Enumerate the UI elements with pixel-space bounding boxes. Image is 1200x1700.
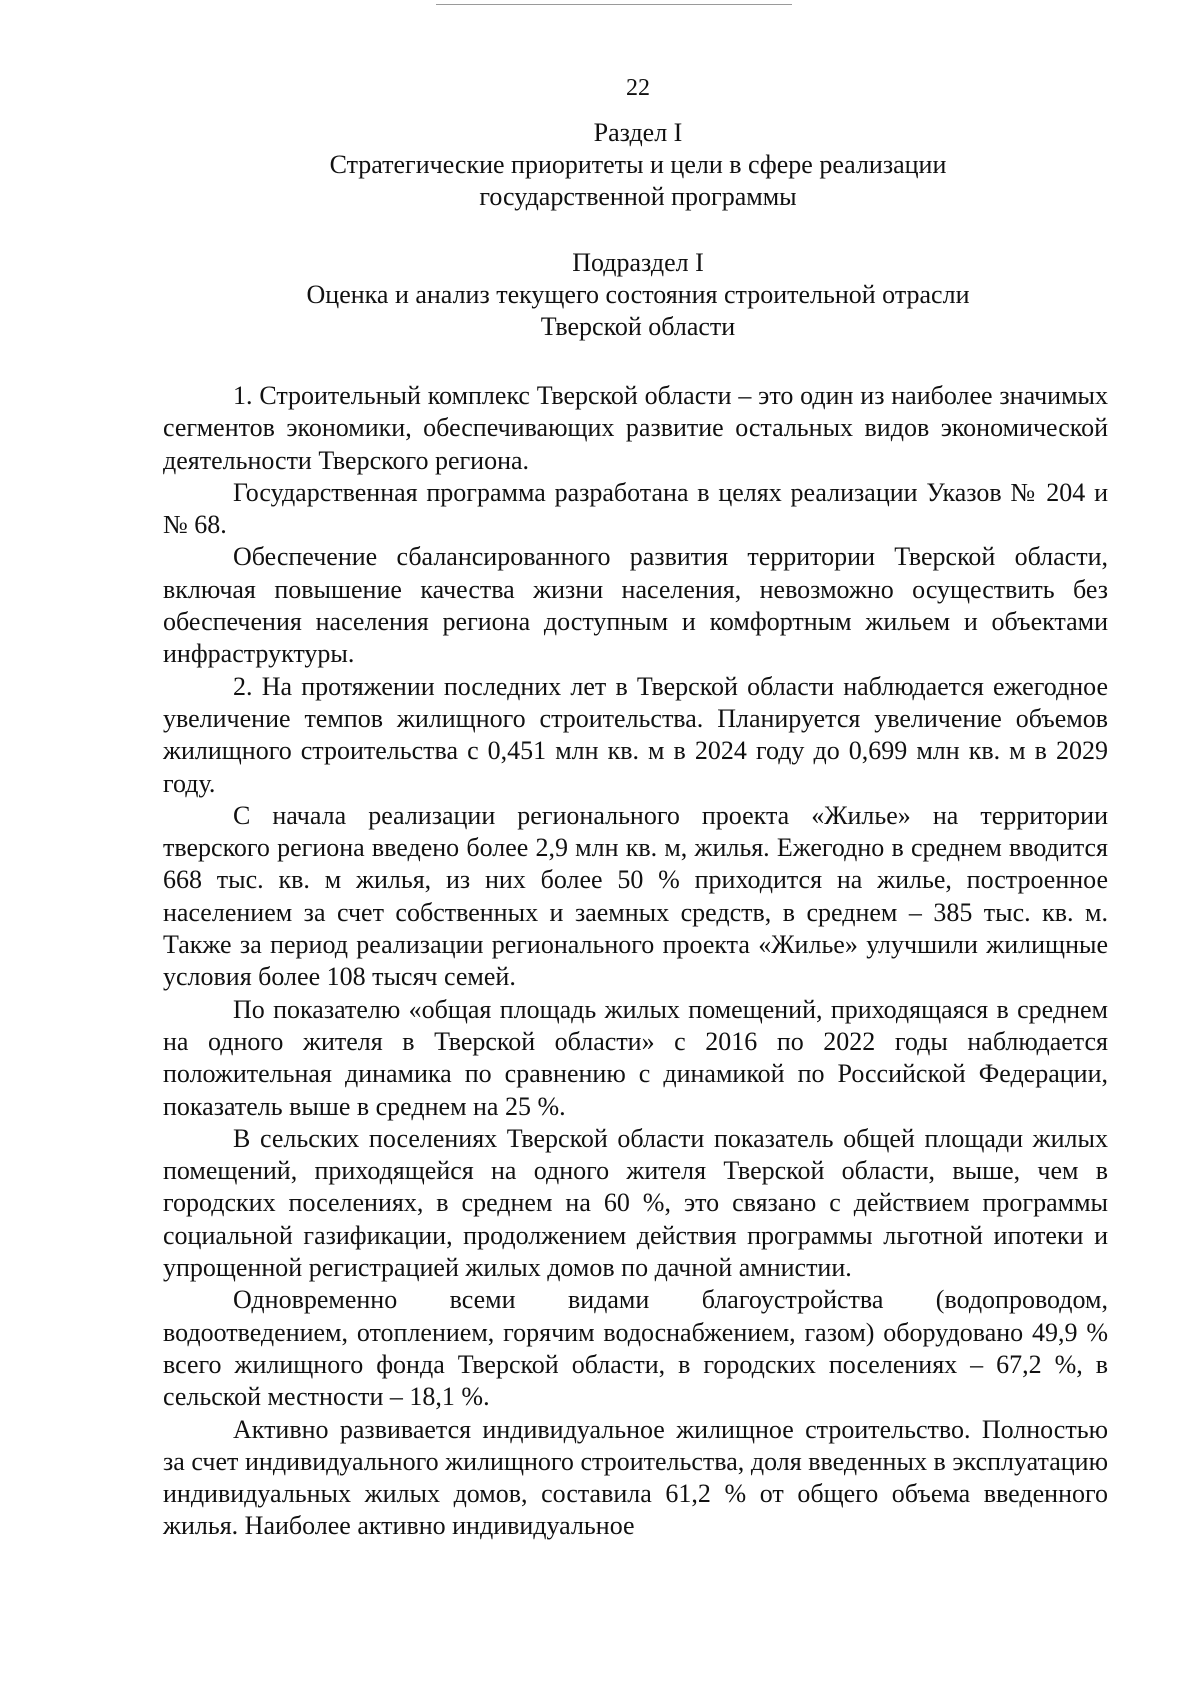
paragraph-living-area-indicator: По показателю «общая площадь жилых помещений, приходящаяся в среднем на одного жителя в Тверской области» с 2016 по 2022 годы наблюдается положительная динамика по сравнению с динамикой по Российской Федерации, показатель выше в среднем на 25 %.	[163, 994, 1108, 1121]
subsection-title: Подраздел I	[572, 248, 704, 277]
page-number: 22	[626, 75, 650, 101]
subsection-subtitle-line-2: Тверской области	[540, 312, 736, 341]
paragraph-rural-settlements: В сельских поселениях Тверской области показатель общей площади жилых помещений, приходящейся на одного жителя Тверской области, выше, чем в городских поселениях, в среднем на 60 %, это связано с действием программы социальной газификации, продолжением действия программы льготной ипотеки и упрощенной регистрацией жилых домов по дачной амнистии.	[163, 1123, 1108, 1283]
subsection-heading	[0, 247, 1200, 343]
paragraph-balanced-development: Обеспечение сбалансированного развития территории Тверской области, включая повышение качества жизни населения, невозможно осуществить без обеспечения населения региона доступным и комфортным жильем и объектами инфраструктуры.	[163, 542, 1108, 669]
section-heading	[0, 117, 1200, 213]
document-body	[163, 380, 1108, 1543]
paragraph-program-decrees: Государственная программа разработана в целях реализации Указов № 204 и № 68.	[163, 477, 1108, 540]
paragraph-housing-growth: 2. На протяжении последних лет в Тверской области наблюдается ежегодное увеличение темпов жилищного строительства. Планируется увеличение объемов жилищного строительства с 0,451 млн кв. м в 2024 году до 0,699 млн кв. м в 2029 году.	[163, 671, 1108, 798]
scan-top-rule	[436, 4, 792, 5]
section-subtitle-line-1: Стратегические приоритеты и цели в сфере реализации	[329, 150, 947, 179]
section-subtitle-line-2: государственной программы	[479, 182, 797, 211]
paragraph-amenities: Одновременно всеми видами благоустройства (водопроводом, водоотведением, отоплением, горячим водоснабжением, газом) оборудовано 49,9 % всего жилищного фонда Тверской области, в городских поселениях – 67,2 %, в сельской местности – 18,1 %.	[163, 1285, 1108, 1412]
section-title: Раздел I	[593, 118, 683, 147]
paragraph-construction-complex: 1. Строительный комплекс Тверской области – это один из наиболее значимых сегментов экономики, обеспечивающих развитие остальных видов экономической деятельности Тверского региона.	[163, 381, 1108, 475]
subsection-subtitle-line-1: Оценка и анализ текущего состояния строительной отрасли	[306, 280, 970, 309]
paragraph-individual-construction: Активно развивается индивидуальное жилищное строительство. Полностью за счет индивидуального жилищного строительства, доля введенных в эксплуатацию индивидуальных жилых домов, составила 61,2 % от общего объема введенного жилья. Наиболее активно индивидуальное	[163, 1414, 1108, 1541]
paragraph-housing-project: С начала реализации регионального проекта «Жилье» на территории тверского региона введено более 2,9 млн кв. м, жилья. Ежегодно в среднем вводится 668 тыс. кв. м жилья, из них более 50 % приходится на жилье, построенное населением за счет собственных и заемных средств, в среднем – 385 тыс. кв. м. Также за период реализации регионального проекта «Жилье» улучшили жилищные условия более 108 тысяч семей.	[163, 800, 1108, 992]
